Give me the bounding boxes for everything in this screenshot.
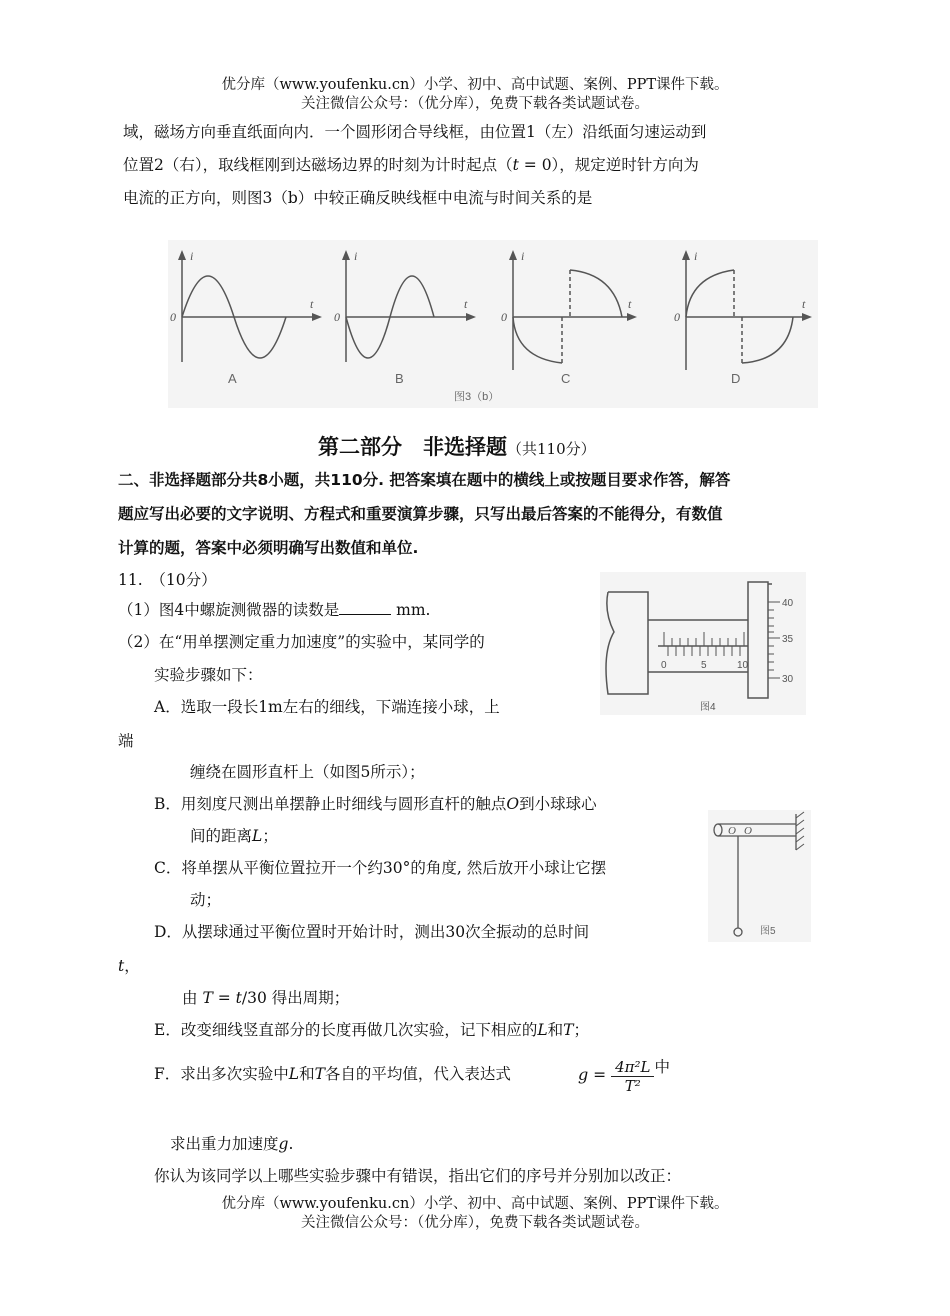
tick-10: 10 (737, 660, 749, 671)
axis-t-d: t (802, 297, 806, 311)
tick-5: 5 (701, 660, 707, 671)
step-g-line1: 求出重力加速度g. (170, 1135, 294, 1153)
instruction-line-1: 二、非选择题部分共8小题，共110分. 把答案填在题中的横线上或按题目要求作答，解答 (118, 471, 731, 489)
step-d-line2: t， (118, 957, 140, 975)
label-c: C (561, 371, 571, 386)
step-d-line1: D．从摆球通过平衡位置时开始计时，测出30次全振动的总时间 (154, 923, 590, 941)
step-c-line1: C．将单摆从平衡位置拉开一个约30°的角度, 然后放开小球让它摆 (154, 859, 607, 877)
label-b: B (395, 371, 404, 386)
origin-d: 0 (674, 310, 680, 324)
origin-b: 0 (334, 310, 340, 324)
origin-a: 0 (170, 310, 176, 324)
label-a: A (228, 371, 237, 386)
step-a-line2: 端 (118, 732, 134, 750)
intro-line-1: 域，磁场方向垂直纸面向内．一个圆形闭合导线框，由位置1（左）沿纸面匀速运动到 (123, 123, 707, 141)
q11-number: 11. （10分） (118, 571, 217, 589)
intro-line-2: 位置2（右），取线框刚到达磁场边界的时刻为计时起点（t = 0），规定逆时针方向为 (123, 156, 699, 174)
section-title: 第二部分 非选择题（共110分） (318, 435, 596, 459)
footer-line-2: 关注微信公众号：（优分库），免费下载各类试题试卷。 (301, 1215, 649, 1231)
header-line-1: 优分库（www.youfenku.cn）小学、初中、高中试题、案例、PPT课件下载。 (221, 77, 729, 93)
point-o-2: O (744, 825, 752, 837)
axis-i-a: i (190, 249, 194, 263)
header-line-2: 关注微信公众号：（优分库），免费下载各类试题试卷。 (301, 96, 649, 112)
step-a-line3: 缠绕在圆形直杆上（如图5所示）； (190, 763, 425, 781)
pendulum-drawing (708, 810, 811, 942)
fig3-caption: 图3（b） (454, 391, 500, 403)
figure-3b-graphs (168, 240, 818, 408)
origin-c: 0 (501, 310, 507, 324)
formula-numerator: 4π²L (611, 1058, 654, 1077)
step-a-line1: A．选取一段长1m左右的细线，下端连接小球，上 (154, 698, 500, 716)
figure-3b (168, 240, 818, 408)
tick-0: 0 (661, 660, 667, 671)
step-e-line1: E．改变细线竖直部分的长度再做几次实验，记下相应的L和T； (154, 1021, 589, 1039)
step-b-line2: 间的距离L； (190, 827, 278, 845)
q11-part1: （1）图4中螺旋测微器的读数是 mm. (118, 601, 431, 619)
axis-t-a: t (310, 297, 314, 311)
label-d: D (731, 371, 741, 386)
axis-t-c: t (628, 297, 632, 311)
axis-i-b: i (354, 249, 358, 263)
page-footer (0, 1195, 950, 1233)
step-c-line2: 动； (190, 891, 222, 909)
fig4-caption: 图4 (700, 702, 716, 713)
question-prompt: 你认为该同学以上哪些实验步骤中有错误，指出它们的序号并分别加以改正： (154, 1167, 682, 1185)
figure-4-micrometer (600, 572, 806, 715)
micrometer-drawing (600, 572, 806, 715)
axis-i-d: i (694, 249, 698, 263)
axis-i-c: i (521, 249, 525, 263)
gravity-formula: g = $\frac{\text{4π²L}}{\text{T²}}$ 中 (578, 1057, 670, 1095)
instruction-line-3: 计算的题，答案中必须明确写出数值和单位. (118, 539, 419, 557)
fig5-caption: 图5 (760, 926, 776, 937)
instruction-line-2: 题应写出必要的文字说明、方程式和重要演算步骤，只写出最后答案的不能得分，有数值 (118, 505, 723, 523)
step-f-line1: F．求出多次实验中L和T各自的平均值，代入表达式 (154, 1065, 511, 1083)
scale-30: 30 (782, 674, 794, 685)
figure-5-pendulum (708, 810, 811, 942)
scale-40: 40 (782, 598, 794, 609)
page-header (0, 76, 950, 114)
point-o-1: O (728, 825, 736, 837)
step-b-line1: B．用刻度尺测出单摆静止时细线与圆形直杆的触点O到小球球心 (154, 795, 597, 813)
intro-line-3: 电流的正方向，则图3（b）中较正确反映线框中电流与时间关系的是 (123, 189, 593, 207)
axis-t-b: t (464, 297, 468, 311)
q11-part2-line2: 实验步骤如下： (154, 666, 263, 684)
step-d-line3: 由 T = t/30 得出周期； (182, 989, 350, 1007)
answer-blank[interactable] (339, 600, 391, 615)
scale-35: 35 (782, 634, 794, 645)
q11-part2-line1: （2）在“用单摆测定重力加速度”的实验中，某同学的 (118, 633, 485, 651)
formula-denominator: T² (624, 1076, 641, 1095)
footer-line-1: 优分库（www.youfenku.cn）小学、初中、高中试题、案例、PPT课件下载。 (221, 1196, 729, 1212)
